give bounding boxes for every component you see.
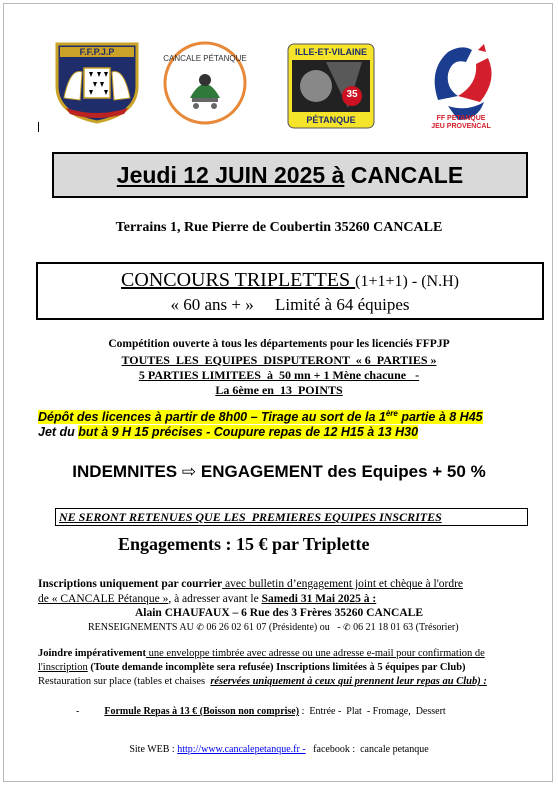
concours-subtitle: « 60 ans + » Limité à 64 équipes xyxy=(170,295,410,314)
phone-icon: ✆ xyxy=(343,622,351,632)
inscriptions-line1: Inscriptions uniquement par courrier avec bulletin d’engagement joint et chèque à l'ordre xyxy=(38,578,464,590)
address: Terrains 1, Rue Pierre de Coubertin 35260 CANCALE xyxy=(115,220,443,235)
concours-title: CONCOURS TRIPLETTES xyxy=(121,269,356,291)
iv-logo-bottom-text: PÉTANQUE xyxy=(306,115,356,125)
competition-line3: 5 PARTIES LIMITEES à 50 mn + 1 Mène chacune - xyxy=(138,368,420,382)
phone-icon: ✆ xyxy=(196,622,204,632)
formule-line: - Formule Repas à 13 € (Boisson non comprise) : Entrée - Plat - Fromage, Dessert xyxy=(76,706,446,717)
retenues-notice: NE SERONT RETENUES QUE LES PREMIERES EQUIPES INSCRITES xyxy=(55,508,528,526)
concours-box xyxy=(36,262,544,320)
footer-line: Site WEB : http://www.cancalepetanque.fr - facebook : cancale petanque xyxy=(129,744,429,755)
concours-nh: - (N.H) xyxy=(407,273,459,290)
website-link[interactable]: http://www.cancalepetanque.fr - xyxy=(177,744,306,755)
title-date: Jeudi 12 JUIN 2025 à xyxy=(116,161,345,188)
title-place: CANCALE xyxy=(344,161,464,188)
engagements: Engagements : 15 € par Triplette xyxy=(118,534,370,554)
inscriptions-address: Alain CHAUFAUX – 6 Rue des 3 Frères 35260 CANCALE xyxy=(134,607,424,619)
ille-et-vilaine-logo xyxy=(286,42,376,130)
inscriptions-line2: de « CANCALE Pétanque », à adresser avant le Samedi 31 Mai 2025 à : xyxy=(38,593,377,605)
depot-line2: Jet du but à 9 H 15 précises - Coupure repas de 12 H15 à 13 H30 xyxy=(38,425,419,439)
ffpjp-logo xyxy=(52,38,142,124)
ff-petanque-logo-text2: JEU PROVENCAL xyxy=(431,123,491,130)
renseignements-line: RENSEIGNEMENTS AU ✆ 06 26 02 61 07 (Présidente) ou - ✆ 06 21 18 01 63 (Trésorier) xyxy=(88,622,459,633)
joindre-line3: Restauration sur place (tables et chaises réservées uniquement à ceux qui prennent leur repas au Club) : xyxy=(38,676,487,687)
iv-logo-num: 35 xyxy=(346,89,358,100)
indemnites-line: INDEMNITES ⇨ ENGAGEMENT des Equipes + 50 % xyxy=(72,462,486,481)
ffpjp-logo-text: F.F.P.J.P xyxy=(79,47,115,57)
arrow-right-icon: ⇨ xyxy=(181,462,197,481)
competition-line2: TOUTES LES EQUIPES DISPUTERONT « 6 PARTIES » xyxy=(121,353,437,367)
ff-petanque-rooster-logo xyxy=(418,40,504,132)
iv-logo-top-text: ILLE-ET-VILAINE xyxy=(295,47,367,57)
joindre-line2: l'inscription (Toute demande incomplète sera refusée) Inscriptions limitées à 5 équipes par Club) xyxy=(38,662,466,673)
text-cursor xyxy=(38,122,39,132)
cancale-logo-text: CANCALE PÉTANQUE xyxy=(163,54,247,63)
depot-line1: Dépôt des licences à partir de 8h00 – Tirage au sort de la 1ère partie à 8 H45 xyxy=(38,409,483,425)
title-box xyxy=(52,152,528,198)
concours-format: (1+1+1) xyxy=(355,273,408,290)
competition-line1: Compétition ouverte à tous les départements pour les licenciés FFPJP xyxy=(108,338,450,350)
ff-petanque-logo-text: FF PETANQUE xyxy=(436,115,486,122)
competition-line4: La 6ème en 13 POINTS xyxy=(215,383,343,397)
cancale-petanque-logo xyxy=(162,40,248,126)
joindre-line1: Joindre impérativement une enveloppe timbrée avec adresse ou une adresse e-mail pour confirmation de xyxy=(38,648,485,659)
